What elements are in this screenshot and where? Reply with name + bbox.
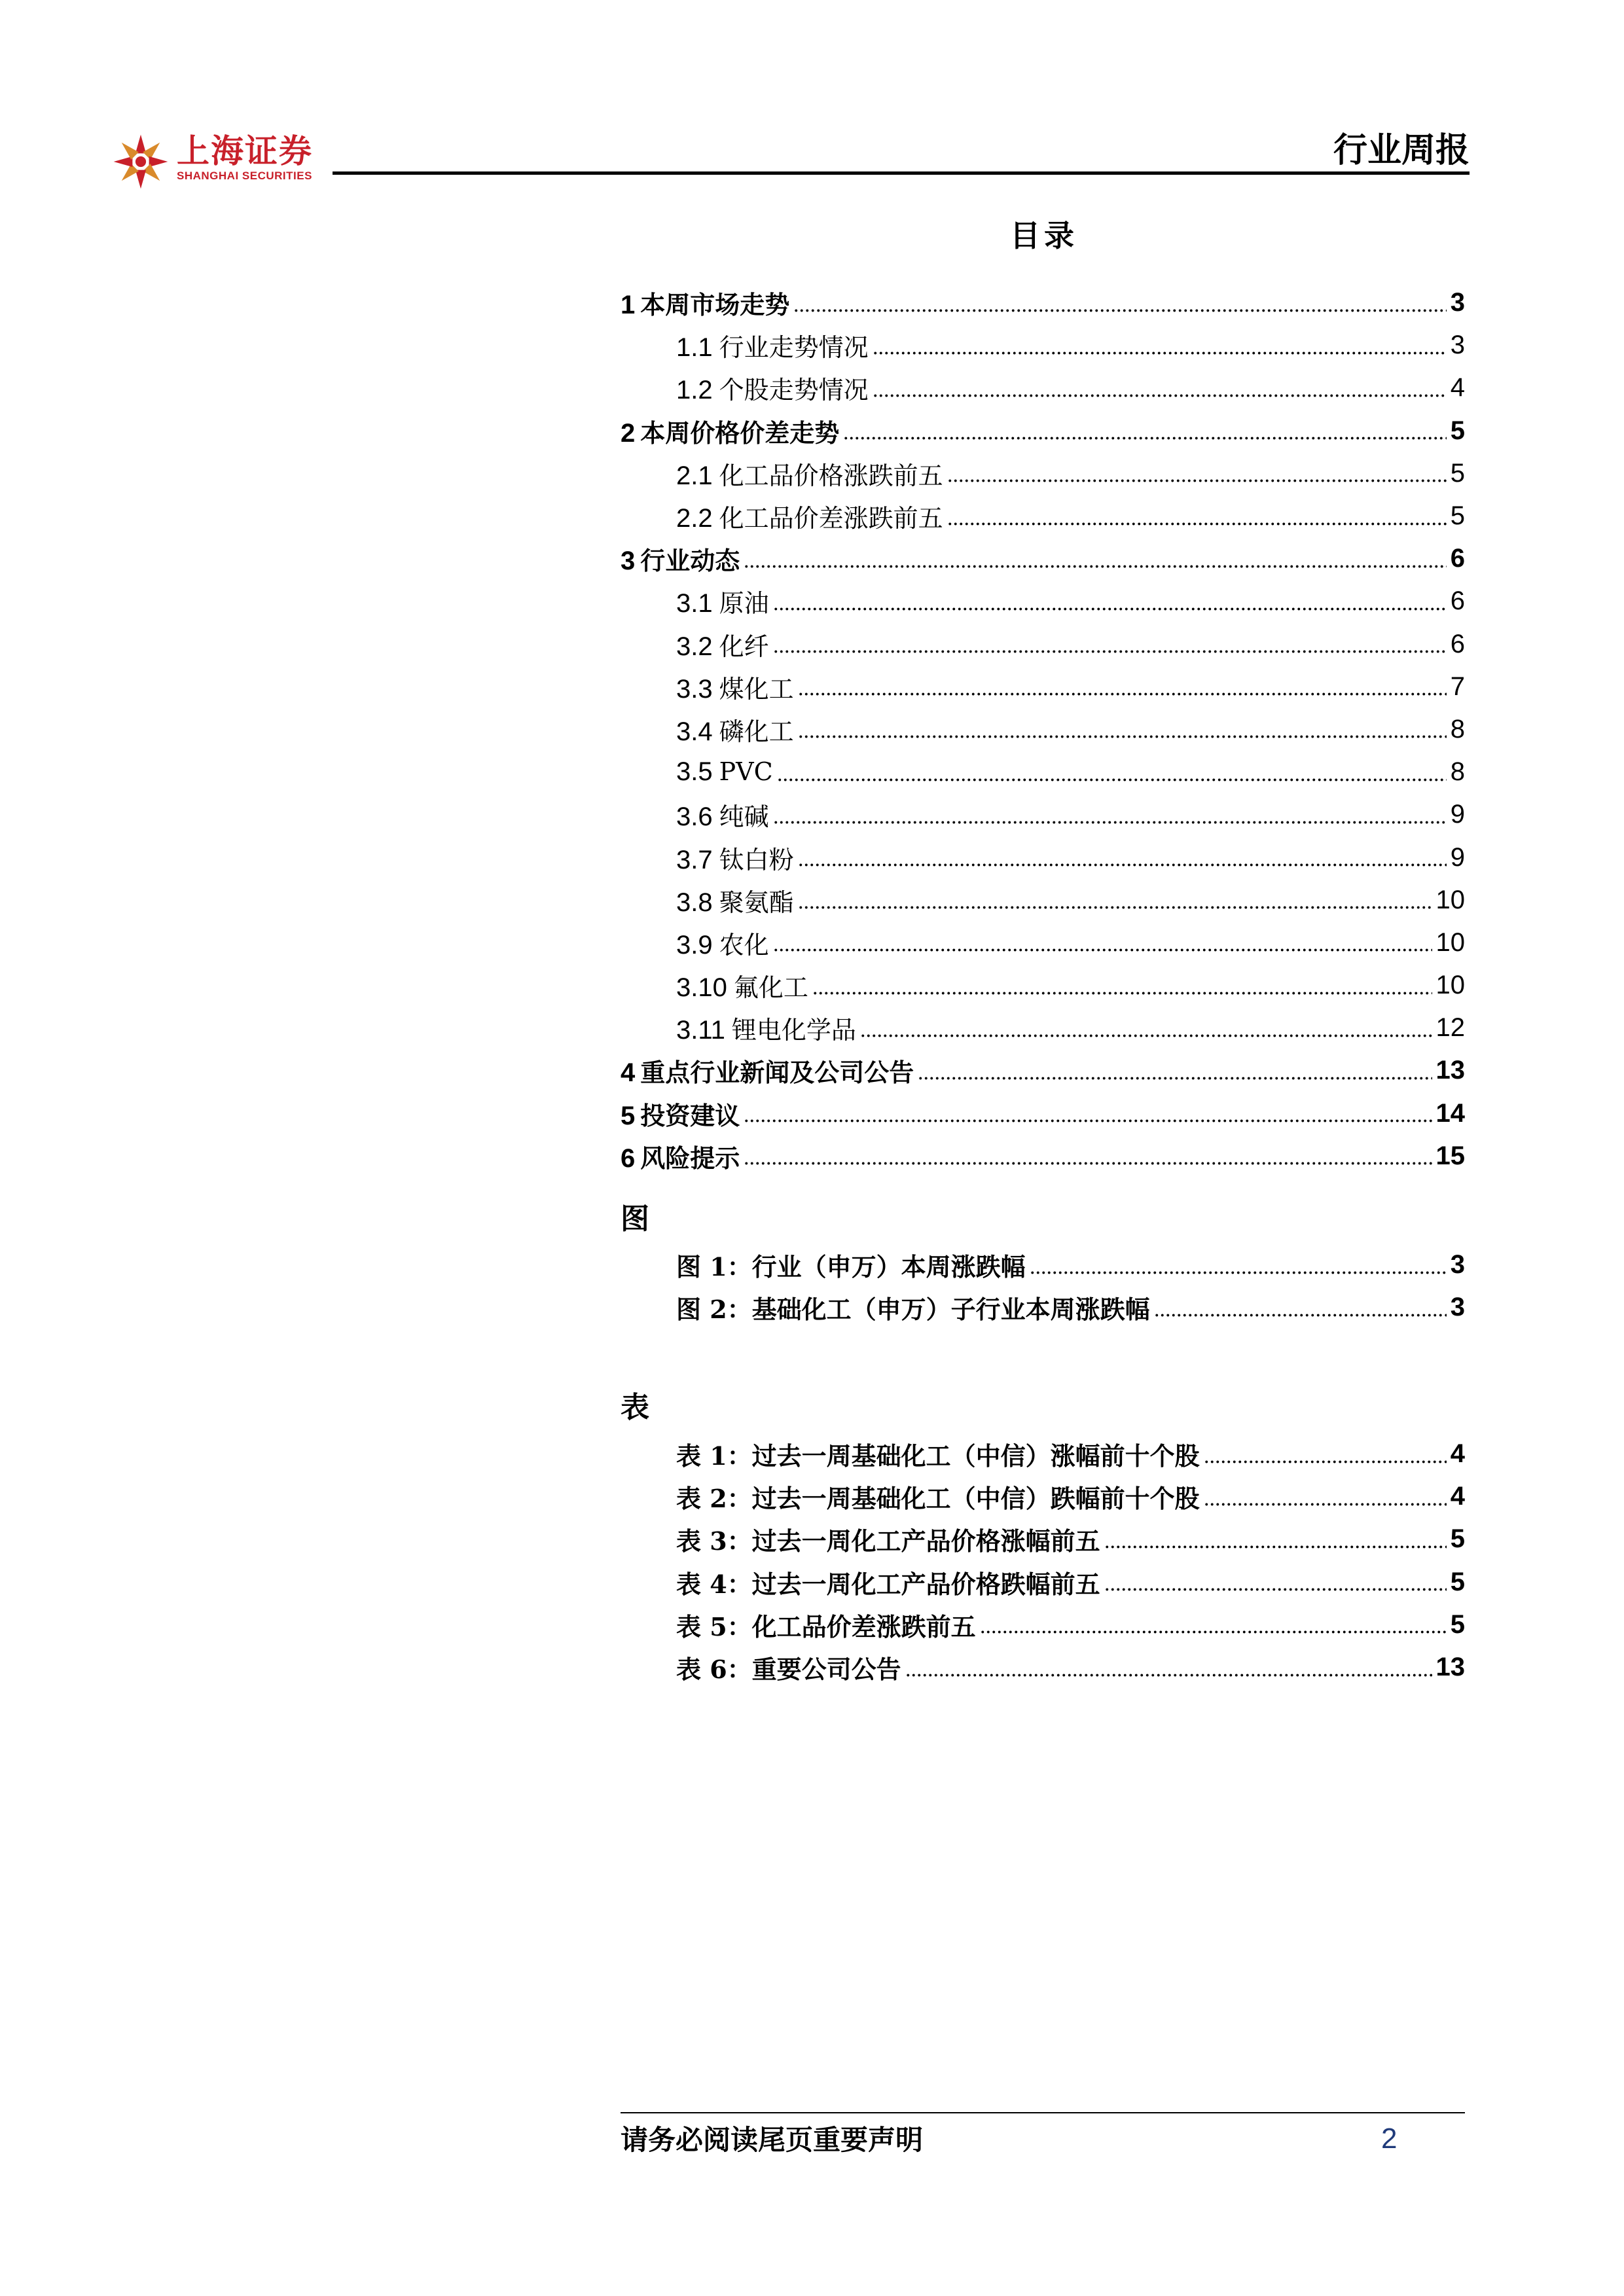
toc-entry-text <box>676 626 769 662</box>
toc-entry-page: 15 <box>1435 1141 1465 1170</box>
toc-entry-number: 6 <box>621 1143 636 1173</box>
dot-leader <box>773 588 1447 615</box>
page-number: 2 <box>1381 2123 1398 2155</box>
toc-entry-text <box>676 498 943 534</box>
figure-entry-page: 3 <box>1450 1250 1465 1280</box>
toc-entry-number: 1.1 <box>676 333 713 363</box>
toc-entry-number: 5 <box>621 1101 636 1130</box>
toc-entry-page: 12 <box>1435 1013 1465 1043</box>
dot-leader <box>918 1058 1432 1084</box>
dot-leader <box>843 418 1446 444</box>
toc-entry[interactable] <box>621 281 1465 324</box>
toc-entry-page: 3 <box>1450 288 1465 317</box>
toc-entry-number: 1.2 <box>676 376 713 405</box>
dot-leader <box>905 1655 1432 1681</box>
dot-leader <box>798 844 1447 870</box>
footer-divider <box>621 2112 1465 2113</box>
toc-entry-text <box>676 711 794 747</box>
dot-leader <box>798 673 1447 700</box>
toc-entry-page: 6 <box>1450 586 1465 616</box>
toc-entry-number: 3.7 <box>676 845 713 874</box>
table-entry-page: 4 <box>1450 1482 1465 1511</box>
dot-leader <box>744 546 1446 572</box>
dot-leader <box>947 503 1447 529</box>
toc-entry[interactable] <box>621 410 1465 452</box>
toc-entry-text <box>676 925 769 961</box>
toc-entry-text <box>621 1096 740 1132</box>
toc-entry-label: 重点行业新闻及公司公告 <box>640 1058 914 1088</box>
toc-entry-page: 9 <box>1450 800 1465 829</box>
brand-name-cn: 上海证券 <box>177 132 313 170</box>
table-entry[interactable] <box>676 1475 1465 1518</box>
toc-entry[interactable] <box>621 751 1465 793</box>
figure-entry-page: 3 <box>1450 1293 1465 1322</box>
toc-entry-text <box>621 413 839 449</box>
toc-entry[interactable] <box>621 793 1465 836</box>
toc-entry[interactable] <box>621 537 1465 580</box>
footer-disclaimer: 请务必阅读尾页重要声明 <box>621 2124 924 2156</box>
toc-entry-label: 本周市场走势 <box>640 290 790 320</box>
table-of-contents <box>621 281 1465 1177</box>
dot-leader <box>798 716 1447 742</box>
toc-entry-label: 锂电化学品 <box>731 1016 856 1045</box>
figure-entry-label: 图 2：基础化工（申万）子行业本周涨跌幅 <box>676 1295 1150 1325</box>
figure-entry-label: 图 1：行业（申万）本周涨跌幅 <box>676 1252 1026 1282</box>
toc-entry-number: 3.4 <box>676 717 713 746</box>
toc-entry[interactable] <box>621 666 1465 708</box>
toc-entry-text <box>676 757 773 787</box>
toc-entry-number: 2 <box>621 418 636 448</box>
page-header <box>111 118 1470 183</box>
toc-entry[interactable] <box>621 580 1465 622</box>
dot-leader <box>980 1611 1447 1638</box>
table-entry-label: 表 1：过去一周基础化工（中信）涨幅前十个股 <box>676 1441 1200 1471</box>
table-entry-label: 表 3：过去一周化工产品价格涨幅前五 <box>676 1526 1100 1556</box>
table-entry-page: 5 <box>1450 1609 1465 1639</box>
toc-entry-page: 10 <box>1435 971 1465 1000</box>
table-entry-label: 表 6：重要公司公告 <box>676 1655 901 1685</box>
toc-entry-label: 风险提示 <box>640 1143 740 1173</box>
toc-entry[interactable] <box>621 708 1465 751</box>
toc-entry-text <box>676 583 769 619</box>
toc-entry-number: 3.6 <box>676 802 713 832</box>
toc-entry[interactable] <box>621 495 1465 537</box>
toc-entry-label: 行业走势情况 <box>719 333 869 363</box>
toc-entry-text <box>676 882 794 918</box>
toc-entry-label: 聚氨酯 <box>719 888 794 917</box>
toc-entry-label: 原油 <box>719 589 769 619</box>
toc-entry-label: 钛白粉 <box>719 845 794 874</box>
dot-leader <box>1154 1295 1447 1321</box>
toc-entry-text <box>676 840 794 876</box>
toc-title: 目录 <box>1010 218 1078 253</box>
toc-entry-page: 6 <box>1450 629 1465 658</box>
toc-entry-label: 化纤 <box>719 632 769 661</box>
toc-entry-page: 8 <box>1450 714 1465 744</box>
brand-logotype <box>177 132 313 182</box>
toc-entry-label: 投资建议 <box>640 1100 740 1130</box>
toc-entry-text <box>621 541 740 577</box>
toc-entry-page: 5 <box>1450 458 1465 488</box>
toc-entry-label: 煤化工 <box>719 674 794 704</box>
dot-leader <box>873 332 1447 359</box>
toc-entry[interactable] <box>621 452 1465 495</box>
toc-entry-page: 13 <box>1435 1056 1465 1085</box>
toc-entry-page: 5 <box>1450 416 1465 445</box>
table-entry[interactable] <box>676 1518 1465 1560</box>
toc-entry-text <box>621 1052 914 1088</box>
tables-heading: 表 <box>621 1391 649 1424</box>
toc-entry-label: 行业动态 <box>640 546 740 576</box>
toc-entry[interactable] <box>621 324 1465 367</box>
toc-entry-label: 纯碱 <box>719 802 769 832</box>
toc-entry-number: 2.2 <box>676 504 713 533</box>
dot-leader <box>798 887 1432 913</box>
table-entry-page: 5 <box>1450 1567 1465 1596</box>
toc-entry-text <box>676 669 794 705</box>
toc-entry-page: 4 <box>1450 373 1465 403</box>
toc-entry-text <box>676 370 869 406</box>
table-entry-page: 13 <box>1435 1653 1465 1682</box>
toc-entry-text <box>621 285 789 321</box>
toc-entry-number: 3.3 <box>676 674 713 704</box>
brand-name-en: SHANGHAI SECURITIES <box>177 170 312 182</box>
toc-entry[interactable] <box>621 1049 1465 1092</box>
table-entry[interactable] <box>676 1646 1465 1689</box>
toc-entry-page: 10 <box>1435 885 1465 914</box>
dot-leader <box>777 759 1447 785</box>
dot-leader <box>812 973 1432 999</box>
dot-leader <box>744 1100 1432 1126</box>
figures-heading: 图 <box>621 1202 649 1236</box>
toc-entry-number: 3.11 <box>676 1016 725 1045</box>
toc-entry-label: 氟化工 <box>733 973 808 1003</box>
toc-entry[interactable] <box>621 964 1465 1007</box>
table-entry-label: 表 2：过去一周基础化工（中信）跌幅前十个股 <box>676 1484 1200 1514</box>
toc-entry[interactable] <box>621 367 1465 409</box>
table-entry-page: 5 <box>1450 1524 1465 1554</box>
toc-entry[interactable] <box>621 1135 1465 1177</box>
figure-list <box>676 1244 1465 1329</box>
toc-entry-label: 化工品价差涨跌前五 <box>719 504 943 533</box>
toc-entry-text <box>676 456 943 492</box>
toc-entry-number: 3 <box>621 547 636 576</box>
toc-entry-page: 7 <box>1450 672 1465 701</box>
dot-leader <box>773 631 1447 657</box>
toc-entry-text <box>676 797 769 833</box>
dot-leader <box>1104 1526 1447 1552</box>
toc-entry-number: 3.2 <box>676 632 713 661</box>
toc-entry[interactable] <box>621 836 1465 878</box>
table-entry[interactable] <box>676 1604 1465 1646</box>
toc-entry[interactable] <box>621 1092 1465 1135</box>
toc-entry-page: 3 <box>1450 331 1465 360</box>
dot-leader <box>1104 1569 1447 1595</box>
toc-entry-number: 3.8 <box>676 888 713 917</box>
table-entry-label: 表 5：化工品价差涨跌前五 <box>676 1611 976 1641</box>
toc-entry-number: 1 <box>621 291 636 320</box>
table-entry-page: 4 <box>1450 1439 1465 1469</box>
dot-leader <box>1204 1484 1447 1510</box>
toc-entry-page: 8 <box>1450 757 1465 787</box>
toc-entry-number: 3.9 <box>676 930 713 960</box>
toc-entry-page: 10 <box>1435 927 1465 957</box>
toc-entry-number: 3.5 <box>676 757 713 787</box>
toc-entry-text <box>676 327 869 363</box>
toc-entry-page: 14 <box>1435 1098 1465 1128</box>
toc-entry-label: PVC <box>719 757 773 787</box>
toc-entry[interactable] <box>621 879 1465 922</box>
dot-leader <box>773 802 1447 828</box>
toc-entry-label: 化工品价格涨跌前五 <box>719 461 943 490</box>
toc-entry-page: 5 <box>1450 501 1465 531</box>
report-type-title: 行业周报 <box>1333 131 1470 170</box>
toc-entry-label: 个股走势情况 <box>719 376 869 405</box>
figure-entry[interactable] <box>676 1244 1465 1286</box>
dot-leader <box>860 1015 1432 1041</box>
toc-entry-text <box>676 967 808 1003</box>
toc-entry-text <box>621 1138 740 1174</box>
toc-entry[interactable] <box>621 922 1465 964</box>
table-entry[interactable] <box>676 1433 1465 1475</box>
figure-entry[interactable] <box>676 1286 1465 1329</box>
dot-leader <box>1030 1252 1447 1278</box>
table-entry[interactable] <box>676 1561 1465 1604</box>
toc-entry-number: 4 <box>621 1058 636 1088</box>
dot-leader <box>873 375 1447 401</box>
toc-entry-page: 9 <box>1450 842 1465 872</box>
toc-entry-text <box>676 1010 856 1046</box>
dot-leader <box>744 1143 1432 1169</box>
toc-entry-label: 磷化工 <box>719 717 794 746</box>
toc-entry-number: 2.1 <box>676 461 713 490</box>
dot-leader <box>1204 1441 1447 1467</box>
dot-leader <box>947 460 1447 486</box>
toc-entry-page: 6 <box>1450 544 1465 573</box>
sunburst-logo-icon <box>111 132 170 191</box>
toc-entry[interactable] <box>621 1007 1465 1049</box>
table-entry-label: 表 4：过去一周化工产品价格跌幅前五 <box>676 1569 1100 1599</box>
toc-entry[interactable] <box>621 623 1465 666</box>
dot-leader <box>793 290 1446 316</box>
toc-entry-number: 3.10 <box>676 973 727 1003</box>
toc-entry-label: 农化 <box>719 930 769 960</box>
table-list <box>676 1433 1465 1689</box>
toc-entry-number: 3.1 <box>676 589 713 619</box>
toc-entry-label: 本周价格价差走势 <box>640 418 840 448</box>
header-divider <box>333 171 1470 175</box>
dot-leader <box>773 929 1432 956</box>
